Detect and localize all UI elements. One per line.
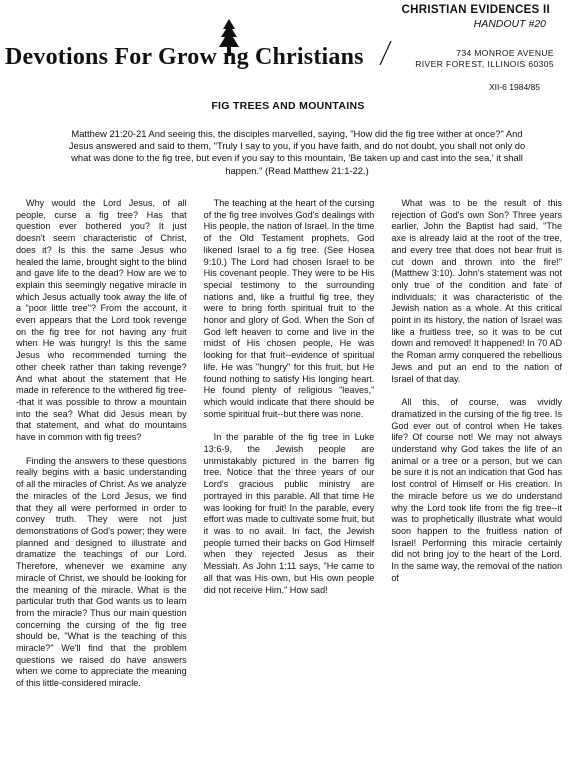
paragraph: Why would the Lord Jesus, of all people, curse a fig tree? Has that question ever bothered you? It just doesn't seem characteristic of Christ, does it? Is this the same Jesus who healed the lame, brought sight to the blind and gave life to the dead? How are we to explain this seemingly negative miracle in which Jesus actually took away the life of a "poor little tree"? From the account, it even appears that the Lord took revenge on the fig tree for not having any fruit when He was hungry! Is this the same Jesus who recommended turning the other cheek rather than taking revenge? And what about the statement that He made in reference to the withered fig tree--that it was possible to throw a mountain into the sea? What did Jesus mean by that statement, and what do mountains have in common with fig trees?	[16, 198, 187, 443]
address-line-2: RIVER FOREST, ILLINOIS 60305	[415, 59, 554, 69]
paragraph: Finding the answers to these questions really begins with a basic understanding of all the miracles of Christ. As we analyze the miracles of the Lord Jesus, we find that they all were performed in order to convey truth. They were not just demonstrations of God's power; they were planned and designed to illustrate and dramatize the teachings of our Lord. Therefore, whenever we examine any miracle of Christ, we should be looking for the meaning of the miracle. What is the particular truth that God wants us to learn from the miracle? Thus our main question concerning the cursing of the fig tree should be, "What is the teaching of this miracle?" We'll find that the problem questions we raised do have answers when we come to appreciate the meaning of this little-considered miracle.	[16, 455, 187, 689]
body-column-right	[391, 198, 562, 764]
paragraph: What was to be the result of this rejection of God's own Son? Three years earlier, John the Baptist had said, "The axe is already laid at the root of the tree, and every tree that does not bear fruit is cut down and thrown into the fire!" (Matthew 3:10). John's statement was not only true of the condition and fate of individuals; it was characteristic of the Jewish nation as a whole. At this critical point in its history, the nation of Israel was like a fruitless tree, so it was to be cut down and removed! It happened! In 70 AD the Roman army conquered the rebellious Jews and put an end to the nation of Israel of that day.	[391, 198, 562, 384]
evergreen-tree-icon	[218, 18, 240, 62]
article-body	[16, 198, 562, 764]
series-name: CHRISTIAN EVIDENCES II	[401, 4, 550, 16]
publication-title	[5, 44, 364, 71]
issue-number: XII-6 1984/85	[488, 82, 540, 92]
publication-title-part1: Devotions For Grow	[5, 44, 218, 70]
scripture-passage: Matthew 21:20-21 And seeing this, the disciples marvelled, saying, "How did the fig tree wither at once?" And Jesus answered and said to them, "Truly I say to you, if you have faith, and do not doubt, you shall not only do what was done to the fig tree, but even if you say to this mountain, 'Be taken up and cast into the sea,' it shall happen." (Read Matthew 21:1-22.)	[68, 128, 526, 176]
body-column-left	[16, 198, 187, 764]
publication-title-part2: ng Christians	[223, 44, 364, 70]
masthead	[0, 0, 576, 100]
handout-number: HANDOUT #20	[473, 18, 546, 30]
address-line-1: 734 MONROE AVENUE	[456, 48, 554, 58]
slash-divider-icon	[376, 38, 394, 68]
handout-label	[402, 4, 550, 30]
body-column-middle	[204, 198, 375, 764]
paragraph: The teaching at the heart of the cursing of the fig tree involves God's dealings with His people, the nation of Israel. In the time of the Old Testament prophets, God likened Israel to a fig tree. (See Hosea 9:10.) The Lord had chosen Israel to be His covenant people. They were to be His special testimony to the surrounding nations and, like a fruitful fig tree, they were to bring forth spiritual fruit to the honor and glory of God. When the Son of God left heaven to come and live in the midst of His chosen people, He was looking for that fruit--evidence of spiritual life. He was "hungry" for this fruit, but He found nothing to satisfy His longing heart. He found plenty of religious "leaves," which would indicate that there should be some spiritual fruit--but there was none.	[203, 198, 375, 419]
address-block	[415, 48, 554, 70]
paragraph: In the parable of the fig tree in Luke 13:6-9, the Jewish people are unmistakably pictured in the barren fig tree. Notice that the three years of our Lord's gracious public ministry are portrayed in this parable. All that time He was looking for fruit! In the parable, every effort was made to cultivate some fruit, but it was to no avail. In fact, the Jewish people turned their backs on God Himself when they rejected Jesus as their Messiah. As John 1:11 says, "He came to all that was His own, but His own people did not receive Him." How sad!	[203, 432, 375, 595]
paragraph: All this, of course, was vividly dramatized in the cursing of the fig tree. Is God ever out of control when He takes life? Of course not! We may not always understand why God takes the life of an animal or a tree or a person, but we can be sure it is not an indication that God has lost control of Himself or His creation. In the miracle before us we do understand why the Lord took life from the fig tree--it was to prophetically illustrate what would soon happen to the fruitless nation of Israel! Performing this miracle certainly did not bring joy to the heart of the Lord. In the same way, the removal of the nation of	[391, 397, 562, 583]
article-title: FIG TREES AND MOUNTAINS	[211, 100, 365, 112]
